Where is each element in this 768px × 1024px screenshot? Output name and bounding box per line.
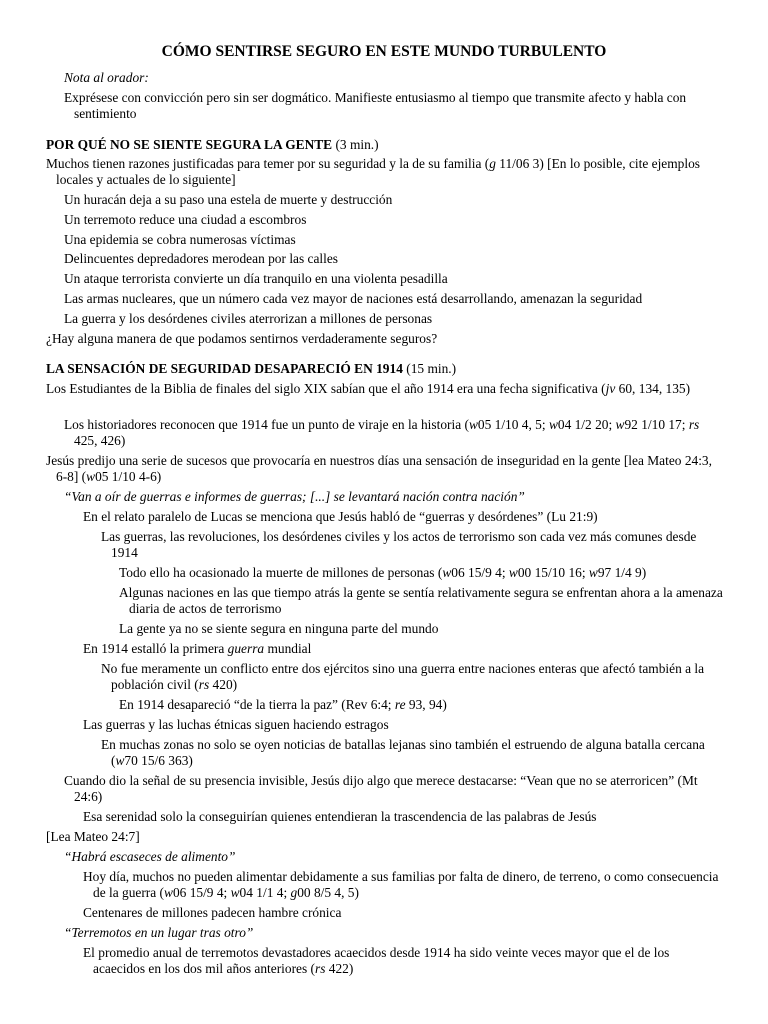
page-title: CÓMO SENTIRSE SEGURO EN ESTE MUNDO TURBULENTO [161,43,607,60]
list-item: La guerra y los desórdenes civiles aterrorizan a millones de personas [64,311,433,326]
outline-segment: No fue meramente un conflicto entre dos ejércitos sino una guerra entre naciones enteras que afectó también a la población civil ( [101,661,705,692]
outline-segment: 05 1/10 4-6) [95,469,162,484]
outline-line [101,529,724,561]
outline-segment: jv [605,381,616,396]
speaker-note-text: Exprésese con convicción pero sin ser dogmático. Manifieste entusiasmo al tiempo que transmite afecto y habla con sentimiento [64,90,687,121]
section-heading-1-time: (3 min.) [332,137,379,152]
list-item: Delincuentes depredadores merodean por las calles [64,251,339,266]
outline-segment: Centenares de millones padecen hambre crónica [83,905,342,920]
outline-segment: Los historiadores reconocen que 1914 fue un punto de viraje en la historia ( [64,417,469,432]
outline-line [119,565,724,581]
outline-line [64,489,724,505]
outline-segment: En 1914 desapareció “de la tierra la paz” (Rev 6:4; [119,697,395,712]
outline-segment: rs [198,677,210,692]
outline-segment: Jesús predijo una serie de sucesos que provocaría en nuestros días una sensación de inseguridad en la gente [lea Mateo 24:3, 6-8] ( [46,453,712,484]
outline-line [83,869,724,901]
outline-segment: Cuando dio la señal de su presencia invisible, Jesús dijo algo que merece destacarse: “Vean que no se aterroricen” (Mt 24:6) [64,773,698,804]
outline-line [101,661,728,693]
outline-segment: w [548,417,558,432]
outline-line [83,717,724,733]
outline-segment: w [86,469,96,484]
section-heading-1-text: POR QUÉ NO SE SIENTE SEGURA LA GENTE [46,137,333,152]
outline-segment: 00 8/5 4, 5) [297,885,359,900]
outline-segment: w [508,565,518,580]
intro-seg: 11/06 3) [En lo posible, cite ejemplos locales y actuales de lo siguiente] [56,156,700,187]
outline-segment: Los Estudiantes de la Biblia de finales del siglo XIX sabían que el año 1914 era una fecha significativa ( [46,381,606,396]
outline-segment: 420) [209,677,238,692]
outline-line [83,809,724,825]
outline-segment: w [615,417,625,432]
outline-segment: 00 15/10 16; [517,565,589,580]
outline-segment: “Terremotos en un lugar tras otro” [64,925,254,940]
outline-line [64,417,724,449]
outline-line [119,697,724,713]
section1-intro [46,156,724,188]
outline-segment: “Habrá escaseces de alimento” [64,849,236,864]
section-heading-2-time: (15 min.) [402,361,457,376]
section-heading-1 [46,137,724,153]
outline-segment: Las guerras, las revoluciones, los desórdenes civiles y los actos de terrorismo son cada vez más comunes desde 1914 [101,529,697,560]
outline-segment: mundial [264,641,312,656]
outline-segment: Hoy día, muchos no pueden alimentar debidamente a sus familias por falta de dinero, de terreno, o como consecuencia de la guerra ( [83,869,719,900]
outline-line [64,773,724,805]
outline-segment: guerra [227,641,265,656]
outline-segment: rs [315,961,326,976]
outline-segment: En muchas zonas no solo se oyen noticias de batallas lejanas sino también el estruendo de alguna batalla cercana ( [101,737,705,768]
outline-segment: w [468,417,478,432]
outline-segment: En 1914 estalló la primera [83,641,228,656]
outline-segment: 04 1/2 20; [557,417,616,432]
outline-segment: En el relato paralelo de Lucas se menciona que Jesús habló de “guerras y desórdenes” (Lu 21:9) [83,509,598,524]
outline-line [101,737,728,769]
list-item: Un ataque terrorista convierte un día tranquilo en una violenta pesadilla [64,271,448,286]
outline-segment: g [290,885,298,900]
outline-segment: 05 1/10 4, 5; [477,417,549,432]
section-heading-2 [46,361,724,377]
outline-line [46,381,724,397]
outline-segment: [Lea Mateo 24:7] [46,829,140,844]
outline-segment: 92 1/10 17; [624,417,689,432]
outline-segment: rs [688,417,700,432]
outline-segment: 93, 94) [405,697,447,712]
list-item: Una epidemia se cobra numerosas víctimas [64,232,296,247]
outline-segment: 60, 134, 135) [615,381,691,396]
outline-segment: w [588,565,598,580]
outline-segment: w [442,565,452,580]
outline-segment: Las guerras y las luchas étnicas siguen haciendo estragos [83,717,389,732]
outline-segment: Algunas naciones en las que tiempo atrás la gente se sentía relativamente segura se enfrentan ahora a la amenaza diaria de actos de terrorismo [119,585,723,616]
intro-seg: Muchos tienen razones justificadas para temer por su seguridad y la de su familia ( [46,156,490,171]
list-item: Las armas nucleares, que un número cada vez mayor de naciones está desarrollando, amenazan la seguridad [64,291,643,306]
outline-line [119,585,724,617]
outline-segment: El promedio anual de terremotos devastadores acaecidos desde 1914 ha sido veinte veces mayor que el de los acaecidos en los dos mil años anteriores ( [83,945,670,976]
section-heading-2-text: LA SENSACIÓN DE SEGURIDAD DESAPARECIÓ EN 1914 [46,361,403,376]
outline-segment: 97 1/4 9) [597,565,647,580]
outline-line [64,925,724,941]
outline-segment: w [230,885,240,900]
outline-line [83,905,728,921]
outline-segment: Esa serenidad solo la conseguirían quienes entendieran la trascendencia de las palabras de Jesús [83,809,597,824]
outline-segment: 70 15/6 363) [124,753,193,768]
outline-segment: Todo ello ha ocasionado la muerte de millones de personas ( [119,565,443,580]
outline-segment: re [394,697,406,712]
intro-seg: g [489,156,496,171]
list-item: Un huracán deja a su paso una estela de muerte y destrucción [64,192,393,207]
outline-segment: “Van a oír de guerras e informes de guerras; [...] se levantará nación contra nación” [64,489,525,504]
outline-line [83,945,724,977]
outline-segment: 425, 426) [74,433,126,448]
outline-line [64,849,728,865]
list-item: Un terremoto reduce una ciudad a escombros [64,212,307,227]
outline-segment: 04 1/1 4; [239,885,291,900]
outline-line [46,829,724,845]
section1-question: ¿Hay alguna manera de que podamos sentirnos verdaderamente seguros? [46,331,438,346]
outline-segment: w [164,885,173,900]
outline-segment: 06 15/9 4; [451,565,509,580]
outline-segment: La gente ya no se siente segura en ninguna parte del mundo [119,621,439,636]
outline-line [46,453,724,485]
speaker-note-label: Nota al orador: [64,70,149,85]
outline-segment: 422) [325,961,354,976]
outline-line [119,621,724,637]
outline-segment: 06 15/9 4; [172,885,231,900]
outline-segment: w [115,753,125,768]
outline-line [83,509,724,525]
outline-line [83,641,724,657]
